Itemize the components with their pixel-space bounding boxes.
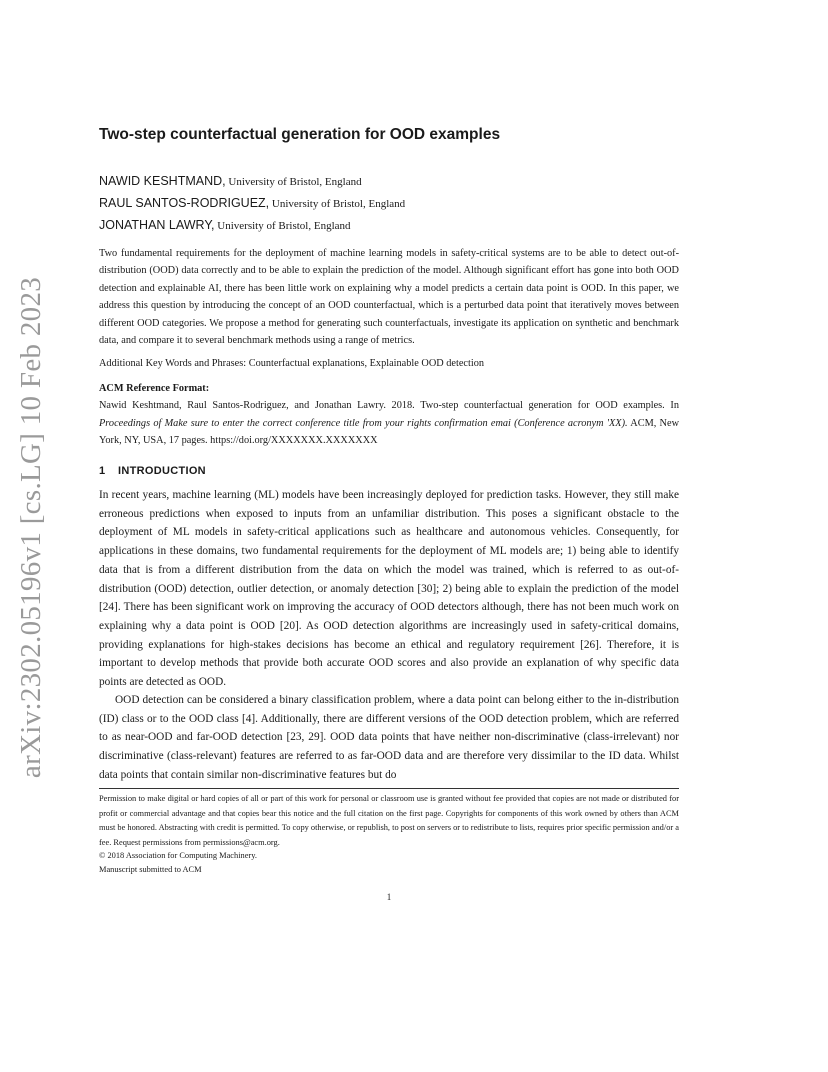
acm-reference — [99, 380, 679, 450]
intro-paragraph: In recent years, machine learning (ML) models have been increasingly deployed for prediction tasks. However, they still make erroneous predictions when exposed to inputs from an unfamiliar distribution. This poses a significant obstacle to the deployment of ML models in safety-critical applications such as healthcare and autonomous vehicles. Consequently, for applications in these domains, two fundamental requirements for the deployment of ML models are; 1) being able to identify data that is from a different distribution from the data on which the model was trained, which is referred to as out-of-distribution (OOD) detection, outlier detection, or anomaly detection [30]; 2) being able to explain the prediction of the model [24]. There has been significant work on improving the accuracy of OOD detectors although, there has not been much work on explaining why a data point is OOD [20]. As OOD detection algorithms are increasingly used in safety-critical domains, providing explanations for high-stakes decisions has become an ethical and regulatory requirement [26]. Therefore, it is important to develop methods that provide both accurate OOD scores and also provide an explanation of why specific data points are detected as OOD. — [99, 489, 679, 689]
intro-paragraph: OOD detection can be considered a binary classification problem, where a data point can belong either to the in-distribution (ID) class or to the OOD class [4]. Additionally, there are different versions of the OOD detection problem, which are referred to as near-OOD and far-OOD detection [23, 29]. OOD data points that have neither non-discriminative (class-irrelevant) nor discriminative (class-relevant) features are referred to as far-OOD data and are therefore very dissimilar to the ID data. Whilst data points that contain similar non-discriminative features but do — [99, 694, 679, 781]
footnote-divider — [99, 788, 679, 789]
acm-reference-heading: ACM Reference Format: — [99, 383, 210, 394]
arxiv-stamp-text: arXiv:2302.05196v1 [cs.LG] 10 Feb 2023 — [15, 276, 48, 778]
author-name: JONATHAN LAWRY, — [99, 218, 215, 232]
section-number: 1 — [99, 465, 106, 477]
paper-title: Two-step counterfactual generation for OOD examples — [99, 126, 501, 143]
copyright-notice: © 2018 Association for Computing Machinery. — [99, 851, 257, 860]
author-2 — [99, 196, 405, 210]
section-title: INTRODUCTION — [118, 465, 206, 477]
acm-reference-venue: Proceedings of Make sure to enter the correct conference title from your rights confirmation emai (Conference acronym 'XX). — [99, 417, 628, 429]
acm-reference-text: Nawid Keshtmand, Raul Santos-Rodriguez, and Jonathan Lawry. 2018. Two-step counterfactual generation for OOD examples. In — [99, 400, 679, 412]
author-affiliation: University of Bristol, England — [214, 220, 351, 232]
page-number: 1 — [386, 892, 392, 902]
author-affiliation: University of Bristol, England — [269, 198, 406, 210]
acm-reference-tail: ACM, New York, NY, USA, 17 pages. https://doi.org/XXXXXXX.XXXXXXX — [99, 417, 680, 447]
author-name: RAUL SANTOS-RODRIGUEZ, — [99, 196, 270, 210]
author-name: NAWID KESHTMAND, — [99, 174, 226, 188]
author-affiliation: University of Bristol, England — [225, 176, 362, 188]
keywords: Additional Key Words and Phrases: Counterfactual explanations, Explainable OOD detection — [99, 358, 485, 369]
arxiv-stamp — [10, 276, 54, 778]
author-3 — [99, 218, 351, 232]
author-1 — [99, 174, 362, 188]
manuscript-notice: Manuscript submitted to ACM — [99, 865, 202, 874]
section-heading — [99, 465, 206, 477]
abstract: Two fundamental requirements for the deployment of machine learning models in safety-critical systems are to be able to detect out-of-distribution (OOD) data correctly and to be able to explain the prediction of the model. Although significant effort has gone into both OOD detection and explainable AI, there has been little work on explaining why a model predicts a certain data point is OOD. In this paper, we address this question by introducing the concept of an OOD counterfactual, which is a perturbed data point that iteratively moves between different OOD categories. We propose a method for generating such counterfactuals, investigate its application on synthetic and benchmark data, and compare it to several benchmark methods using a range of metrics. — [99, 248, 679, 347]
permission-notice: Permission to make digital or hard copies of all or part of this work for personal or classroom use is granted without fee provided that copies are not made or distributed for profit or commercial advantage and that copies bear this notice and the full citation on the first page. Copyrights for components of this work owned by others than ACM must be honored. Abstracting with credit is permitted. To copy otherwise, or republish, to post on servers or to redistribute to lists, requires prior specific permission and/or a fee. Request permissions from permissions@acm.org. — [99, 794, 679, 847]
